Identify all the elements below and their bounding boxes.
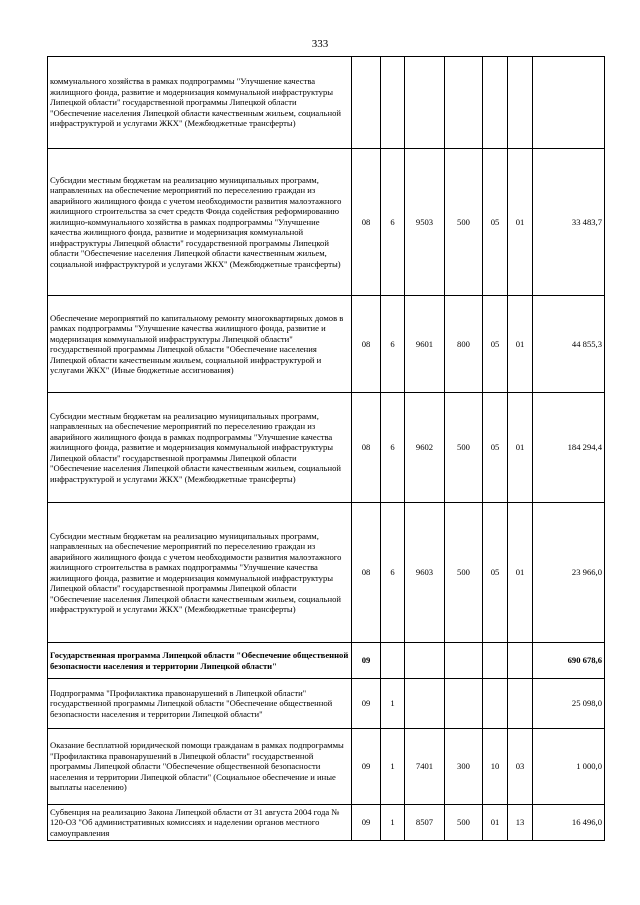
section-code-cell	[483, 643, 508, 679]
program-code-cell: 09	[352, 805, 381, 841]
subprogram-code-cell	[381, 643, 405, 679]
program-code-cell: 08	[352, 393, 381, 503]
expense-type-code-cell	[445, 57, 483, 149]
program-code-cell	[352, 57, 381, 149]
amount-cell: 1 000,0	[533, 729, 605, 805]
subsection-code-cell	[508, 57, 533, 149]
table-row	[48, 729, 605, 805]
expense-type-code-cell: 500	[445, 393, 483, 503]
subprogram-code-cell: 1	[381, 679, 405, 729]
program-code-cell: 08	[352, 296, 381, 393]
subsection-code-cell	[508, 679, 533, 729]
section-code-cell: 01	[483, 805, 508, 841]
program-code-cell: 08	[352, 503, 381, 643]
section-code-cell	[483, 57, 508, 149]
table-row	[48, 679, 605, 729]
amount-cell: 690 678,6	[533, 643, 605, 679]
row-name-cell: Субсидии местным бюджетам на реализацию муниципальных программ, направленных на обеспечение мероприятий по переселению граждан из аварийного жилищного фонда в рамках подпрограммы "Улучшение качества жилищного фонда, развитие и модернизация коммунальной инфраструктуры Липецкой области" государственной программы Липецкой области "Обеспечение населения Липецкой области качественным жильем, социальной инфраструктурой и услугами ЖКХ" (Межбюджетные трансферты)	[48, 393, 352, 503]
expense-type-code-cell: 300	[445, 729, 483, 805]
table-row	[48, 296, 605, 393]
direction-code-cell: 9603	[405, 503, 445, 643]
table-row	[48, 643, 605, 679]
subprogram-code-cell	[381, 57, 405, 149]
direction-code-cell: 9601	[405, 296, 445, 393]
row-name-cell: Субвенция на реализацию Закона Липецкой области от 31 августа 2004 года № 120-ОЗ "Об административных комиссиях и наделении органов местного самоуправления	[48, 805, 352, 841]
row-name-cell: Оказание бесплатной юридической помощи гражданам в рамках подпрограммы "Профилактика правонарушений в Липецкой области" государственной программы Липецкой области "Обеспечение общественной безопасности населения и территории Липецкой области" (Социальное обеспечение и иные выплаты населению)	[48, 729, 352, 805]
page-number: 333	[311, 38, 329, 50]
amount-cell: 44 855,3	[533, 296, 605, 393]
subsection-code-cell: 01	[508, 296, 533, 393]
table-body	[48, 57, 605, 841]
table-row	[48, 393, 605, 503]
expense-type-code-cell: 500	[445, 805, 483, 841]
direction-code-cell: 9503	[405, 149, 445, 296]
program-code-cell: 09	[352, 729, 381, 805]
row-name-cell: коммунального хозяйства в рамках подпрограммы "Улучшение качества жилищного фонда, развитие и модернизация коммунальной инфраструктуры Липецкой области" государственной программы Липецкой области "Обеспечение населения Липецкой области качественным жильем, социальной инфраструктурой и услугами ЖКХ" (Межбюджетные трансферты)	[48, 57, 352, 149]
expense-type-code-cell: 500	[445, 503, 483, 643]
row-name-cell: Субсидии местным бюджетам на реализацию муниципальных программ, направленных на обеспечение мероприятий по переселению граждан из аварийного жилищного фонда с учетом необходимости развития малоэтажного жилищного строительства за счет средств Фонда содействия реформированию жилищно-коммунального хозяйства в рамках подпрограммы "Улучшение качества жилищного фонда, развитие и модернизация коммунальной инфраструктуры Липецкой области" государственной программы Липецкой области "Обеспечение населения Липецкой области качественным жильем, социальной инфраструктурой и услугами ЖКХ" (Межбюджетные трансферты)	[48, 149, 352, 296]
section-code-cell: 05	[483, 393, 508, 503]
row-name-cell: Подпрограмма "Профилактика правонарушений в Липецкой области" государственной программы Липецкой области "Обеспечение общественной безопасности населения и территории Липецкой области"	[48, 679, 352, 729]
section-code-cell: 05	[483, 503, 508, 643]
budget-table	[47, 56, 605, 841]
amount-cell	[533, 57, 605, 149]
subprogram-code-cell: 6	[381, 296, 405, 393]
section-code-cell	[483, 679, 508, 729]
program-code-cell: 09	[352, 643, 381, 679]
amount-cell: 25 098,0	[533, 679, 605, 729]
subprogram-code-cell: 1	[381, 729, 405, 805]
table-row	[48, 57, 605, 149]
direction-code-cell	[405, 643, 445, 679]
direction-code-cell: 9602	[405, 393, 445, 503]
amount-cell: 33 483,7	[533, 149, 605, 296]
expense-type-code-cell	[445, 643, 483, 679]
row-name-cell: Субсидии местным бюджетам на реализацию муниципальных программ, направленных на обеспечение мероприятий по переселению граждан из аварийного жилищного фонда с учетом необходимости развития малоэтажного жилищного строительства в рамках подпрограммы "Улучшение качества жилищного фонда, развитие и модернизация коммунальной инфраструктуры Липецкой области" государственной программы Липецкой области "Обеспечение населения Липецкой области качественным жильем, социальной инфраструктурой и услугами ЖКХ" (Межбюджетные трансферты)	[48, 503, 352, 643]
amount-cell: 16 496,0	[533, 805, 605, 841]
program-code-cell: 09	[352, 679, 381, 729]
expense-type-code-cell	[445, 679, 483, 729]
section-code-cell: 05	[483, 149, 508, 296]
subprogram-code-cell: 6	[381, 149, 405, 296]
direction-code-cell: 7401	[405, 729, 445, 805]
subsection-code-cell	[508, 643, 533, 679]
direction-code-cell: 8507	[405, 805, 445, 841]
subsection-code-cell: 13	[508, 805, 533, 841]
program-code-cell: 08	[352, 149, 381, 296]
table-row	[48, 149, 605, 296]
subprogram-code-cell: 1	[381, 805, 405, 841]
subprogram-code-cell: 6	[381, 393, 405, 503]
subsection-code-cell: 01	[508, 149, 533, 296]
amount-cell: 184 294,4	[533, 393, 605, 503]
table-row	[48, 503, 605, 643]
subsection-code-cell: 03	[508, 729, 533, 805]
subprogram-code-cell: 6	[381, 503, 405, 643]
expense-type-code-cell: 800	[445, 296, 483, 393]
row-name-cell: Обеспечение мероприятий по капитальному ремонту многоквартирных домов в рамках подпрограммы "Улучшение качества жилищного фонда, развитие и модернизация коммунальной инфраструктуры Липецкой области" государственной программы Липецкой области "Обеспечение населения Липецкой области качественным жильем, социальной инфраструктурой и услугами ЖКХ" (Иные бюджетные ассигнования)	[48, 296, 352, 393]
table-row	[48, 805, 605, 841]
subsection-code-cell: 01	[508, 393, 533, 503]
section-code-cell: 10	[483, 729, 508, 805]
row-name-cell: Государственная программа Липецкой области "Обеспечение общественной безопасности населения и территории Липецкой области"	[48, 643, 352, 679]
expense-type-code-cell: 500	[445, 149, 483, 296]
direction-code-cell	[405, 679, 445, 729]
section-code-cell: 05	[483, 296, 508, 393]
amount-cell: 23 966,0	[533, 503, 605, 643]
subsection-code-cell: 01	[508, 503, 533, 643]
direction-code-cell	[405, 57, 445, 149]
